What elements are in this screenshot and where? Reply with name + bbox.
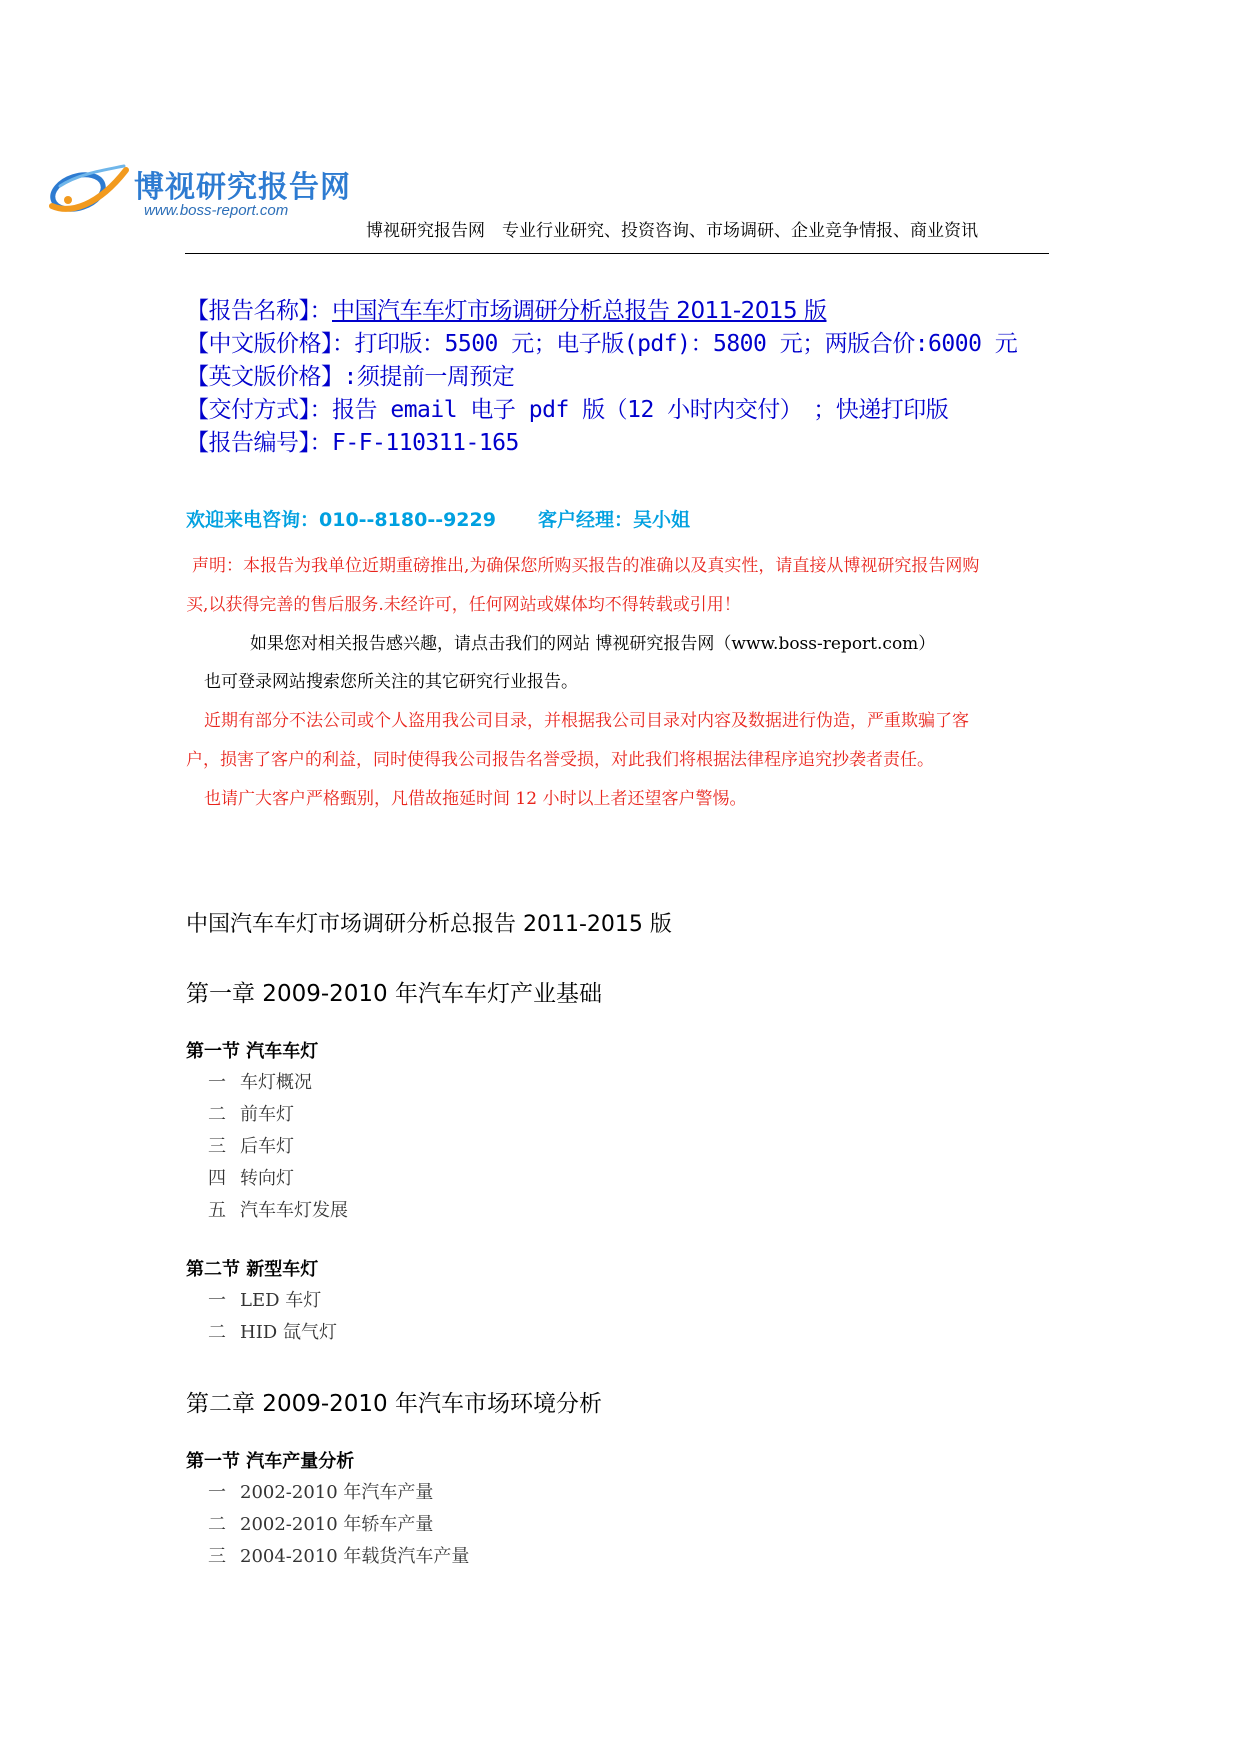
cn-price-value: ：打印版：5500 元；电子版(pdf)：5800 元；两版合价:6000 元: [332, 331, 1018, 357]
warning-line-1: 近期有部分不法公司或个人盗用我公司目录，并根据我公司目录对内容及数据进行伪造，严重欺骗了客: [204, 711, 969, 731]
chapter-2-section-1-heading: 第一节 汽车产量分析: [186, 1451, 355, 1472]
report-code-line: [186, 424, 519, 457]
cn-price-label: 【中文版价格】: [186, 331, 332, 357]
toc-item: 二 前车灯: [208, 1104, 294, 1125]
toc-item: 五 汽车车灯发展: [208, 1200, 348, 1221]
interest-line-1: 如果您对相关报告感兴趣，请点击我们的网站 博视研究报告网（www.boss-report.com）: [250, 634, 936, 654]
header-tagline: 博视研究报告网 专业行业研究、投资咨询、市场调研、企业竞争情报、商业资讯: [366, 221, 978, 241]
header-divider: [185, 253, 1049, 254]
toc-item: 二 HID 氙气灯: [208, 1322, 337, 1343]
logo-title: 博视研究报告网: [134, 170, 351, 205]
report-name-label: 【报告名称】：: [186, 298, 332, 324]
chapter-1-heading: 第一章 2009-2010 年汽车车灯产业基础: [186, 981, 602, 1007]
toc-item: 四 转向灯: [208, 1168, 294, 1189]
toc-item: 三 2004-2010 年载货汽车产量: [208, 1546, 470, 1567]
warning-line-3: 也请广大客户严格甄别，凡借故拖延时间 12 小时以上者还望客户警惕。: [204, 789, 747, 809]
chapter-2-heading: 第二章 2009-2010 年汽车市场环境分析: [186, 1391, 602, 1417]
en-price-value: :须提前一周预定: [343, 364, 515, 390]
swoosh-globe-logo-icon: [48, 162, 130, 220]
chapter-1-section-1-heading: 第一节 汽车车灯: [186, 1041, 319, 1062]
toc-item: 二 2002-2010 年轿车产量: [208, 1514, 434, 1535]
cn-price-line: [186, 325, 1017, 358]
toc-item: 一 2002-2010 年汽车产量: [208, 1482, 434, 1503]
delivery-line: [186, 391, 948, 424]
report-name-link[interactable]: 中国汽车车灯市场调研分析总报告 2011-2015 版: [332, 298, 827, 324]
site-logo[interactable]: [48, 158, 351, 226]
en-price-label: 【英文版价格】: [186, 364, 344, 390]
statement-line-2: 买,以获得完善的售后服务.未经许可，任何网站或媒体均不得转载或引用！: [186, 595, 741, 615]
report-code-label: 【报告编号】: [186, 430, 310, 456]
report-code-value: ：F-F-110311-165: [309, 430, 519, 456]
interest-line-2: 也可登录网站搜索您所关注的其它研究行业报告。: [204, 672, 578, 692]
contact-manager: 客户经理：吴小姐: [537, 509, 690, 531]
delivery-value: ：报告 email 电子 pdf 版（12 小时内交付） ；快递打印版: [309, 397, 949, 423]
logo-url[interactable]: www.boss-report.com: [144, 202, 289, 219]
en-price-line: [186, 358, 514, 391]
chapter-1-section-2-heading: 第二节 新型车灯: [186, 1259, 319, 1280]
contact-phone: 欢迎来电咨询：010--8180--9229: [186, 509, 496, 531]
toc-item: 三 后车灯: [208, 1136, 294, 1157]
delivery-label: 【交付方式】: [186, 397, 310, 423]
toc-item: 一 车灯概况: [208, 1072, 312, 1093]
report-name-line: [186, 292, 827, 325]
warning-line-2: 户，损害了客户的利益，同时使得我公司报告名誉受损，对此我们将根据法律程序追究抄袭者责任。: [186, 750, 934, 770]
toc-item: 一 LED 车灯: [208, 1290, 322, 1311]
toc-title: 中国汽车车灯市场调研分析总报告 2011-2015 版: [186, 912, 672, 937]
statement-line-1: 声明：本报告为我单位近期重磅推出,为确保您所购买报告的准确以及真实性，请直接从博视研究报告网购: [192, 556, 980, 576]
contact-line: [186, 505, 690, 532]
